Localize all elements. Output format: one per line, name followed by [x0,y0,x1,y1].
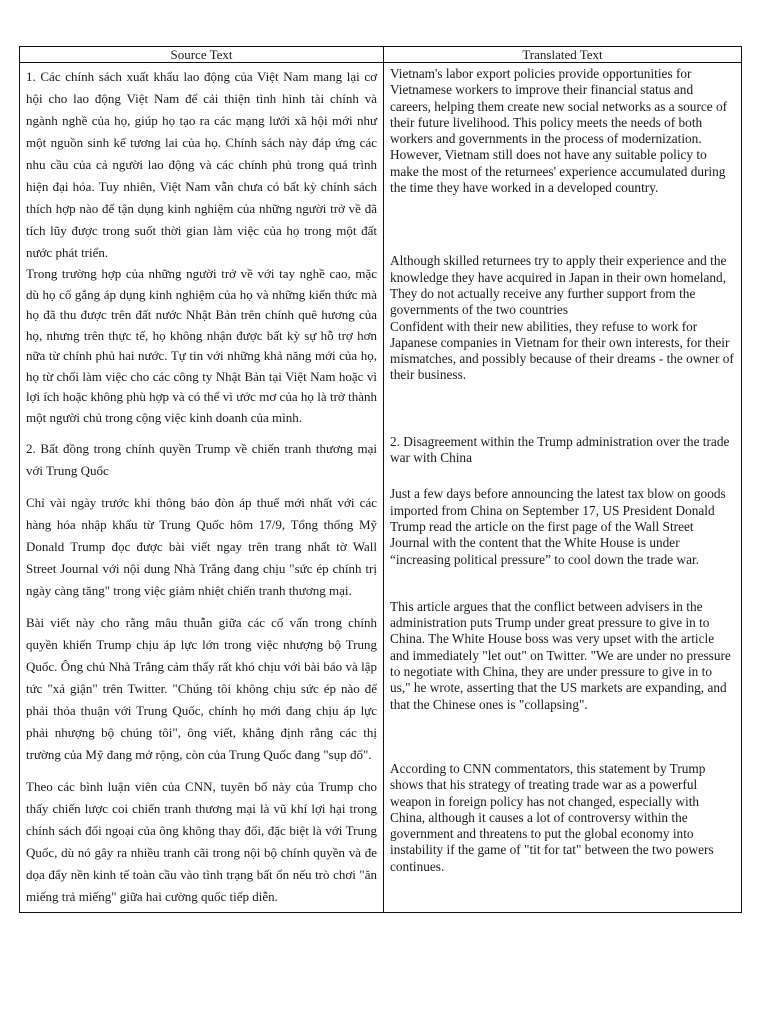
target-paragraph: Confident with their new abilities, they refuse to work for Japanese companies in Vietnam for their own interests, for their mismatches, and possibly because of their dreams - the owner of their business. [390,318,734,383]
table-row [20,63,742,913]
source-paragraph: 2. Bất đồng trong chính quyền Trump về chiến tranh thương mại với Trung Quốc [26,441,377,478]
target-paragraph: Vietnam's labor export policies provide opportunities for Vietnamese workers to improve their financial status and careers, helping them create new social networks as a source of their future livelihood. This policy meets the needs of both workers and governments in the process of modernization. However, Vietnam still does not have any suitable policy to make the most of the returnees' experience accumulated during the time they have worked in a developed country. [390,66,728,196]
header-translated-text: Translated Text [384,47,742,63]
source-paragraph: Bài viết này cho rằng mâu thuẫn giữa các cố vấn trong chính quyền khiến Trump chịu áp lực lớn trong việc nhượng bộ Trung Quốc. Ông chủ Nhà Trắng cảm thấy rất khó chịu với bài báo và lập tức "xả giận" trên Twitter. "Chúng tôi không chịu sức ép nào để phải thỏa thuận với Trung Quốc, chính họ mới đang chịu áp lực phải nhượng bộ chúng tôi", ông viết, khẳng định rằng các thị trường của Mỹ đang mở rộng, còn của Trung Quốc đang "sụp đổ". [26,615,377,762]
source-cell [20,63,384,913]
target-paragraph: According to CNN commentators, this statement by Trump shows that his strategy of treating trade war as a powerful weapon in foreign policy has not changed, especially with China, although it causes a lot of controversy within the government and threatens to put the global economy into instability if the game of "tit for tat" between the two powers continues. [390,760,714,874]
source-paragraph: Trong trường hợp của những người trở về với tay nghề cao, mặc dù họ cố gắng áp dụng kinh nghiệm của họ và những kiến thức mà họ đã thu được trên đất nước Nhật Bản trên chính quê hương của họ, nhưng trên thực tế, họ không nhận được bất kỳ sự hỗ trợ hơn nữa từ chính phủ hai nước. Tự tin với những khả năng mới của họ, họ từ chối làm việc cho các công ty Nhật Bản tại Việt Nam hoặc vì lợi ích hoặc không phù hợp và có thể vì ước mơ của họ là trở thành một người chủ trong cộng việc kinh doanh của mình. [26,266,377,425]
target-paragraph: 2. Disagreement within the Trump administration over the trade war with China [390,433,730,466]
target-paragraph: Although skilled returnees try to apply their experience and the knowledge they have acquired in Japan in their own homeland, They do not actually receive any further support from the governments of the two countries [390,253,727,318]
target-paragraph: Just a few days before announcing the latest tax blow on goods imported from China on September 17, US President Donald Trump read the article on the first page of the Wall Street Journal with the content that the White House is under “increasing political pressure” to cool down the trade war. [390,486,726,567]
translation-table [19,46,742,913]
table-header-row [20,47,742,63]
header-source-text: Source Text [20,47,384,63]
source-paragraph: 1. Các chính sách xuất khẩu lao động của Việt Nam mang lại cơ hội cho lao động Việt Nam để cải thiện tình hình tài chính và ngành nghề của họ, giúp họ tạo ra các mạng lưới xã hội mới như một nguồn sinh kế tương lai của họ. Chính sách này đáp ứng các nhu cầu của cả người lao động và các chính phủ trong quá trình hiện đại hóa. Tuy nhiên, Việt Nam vẫn chưa có bất kỳ chính sách thích hợp nào để tận dụng kinh nghiệm của những người trở về đã tích lũy được trong suốt thời gian làm việc của họ trong một đất nước phát triển. [26,69,377,260]
target-cell [384,63,742,913]
source-paragraph: Theo các bình luận viên của CNN, tuyên bố này của Trump cho thấy chiến lược coi chiến tranh thương mại là vũ khí lợi hại trong chính sách đối ngoại của ông không thay đổi, đặc biệt là với Trung Quốc, dù nó gây ra nhiều tranh cãi trong nội bộ chính quyền và đe dọa đẩy nền kinh tế toàn cầu vào tình trạng bất ổn nếu trò chơi "ăn miếng trả miếng" giữa hai cường quốc tiếp diễn. [26,779,377,904]
source-paragraph: Chỉ vài ngày trước khi thông báo đòn áp thuế mới nhất với các hàng hóa nhập khẩu từ Trung Quốc hôm 17/9, Tổng thống Mỹ Donald Trump đọc được bài viết ngay trên trang nhất tờ Wall Street Journal với nội dung Nhà Trắng đang chịu "sức ép chính trị ngày càng tăng" trong việc giảm nhiệt chiến tranh thương mại. [26,495,377,598]
target-paragraph: This article argues that the conflict between advisers in the administration puts Trump under great pressure to give in to China. The White House boss was very upset with the article and immediately "let out" on Twitter. "We are under no pressure to negotiate with China, they are under pressure to give in to us," he wrote, asserting that the US markets are expanding, and that the Chinese ones is "collapsing". [390,598,731,712]
